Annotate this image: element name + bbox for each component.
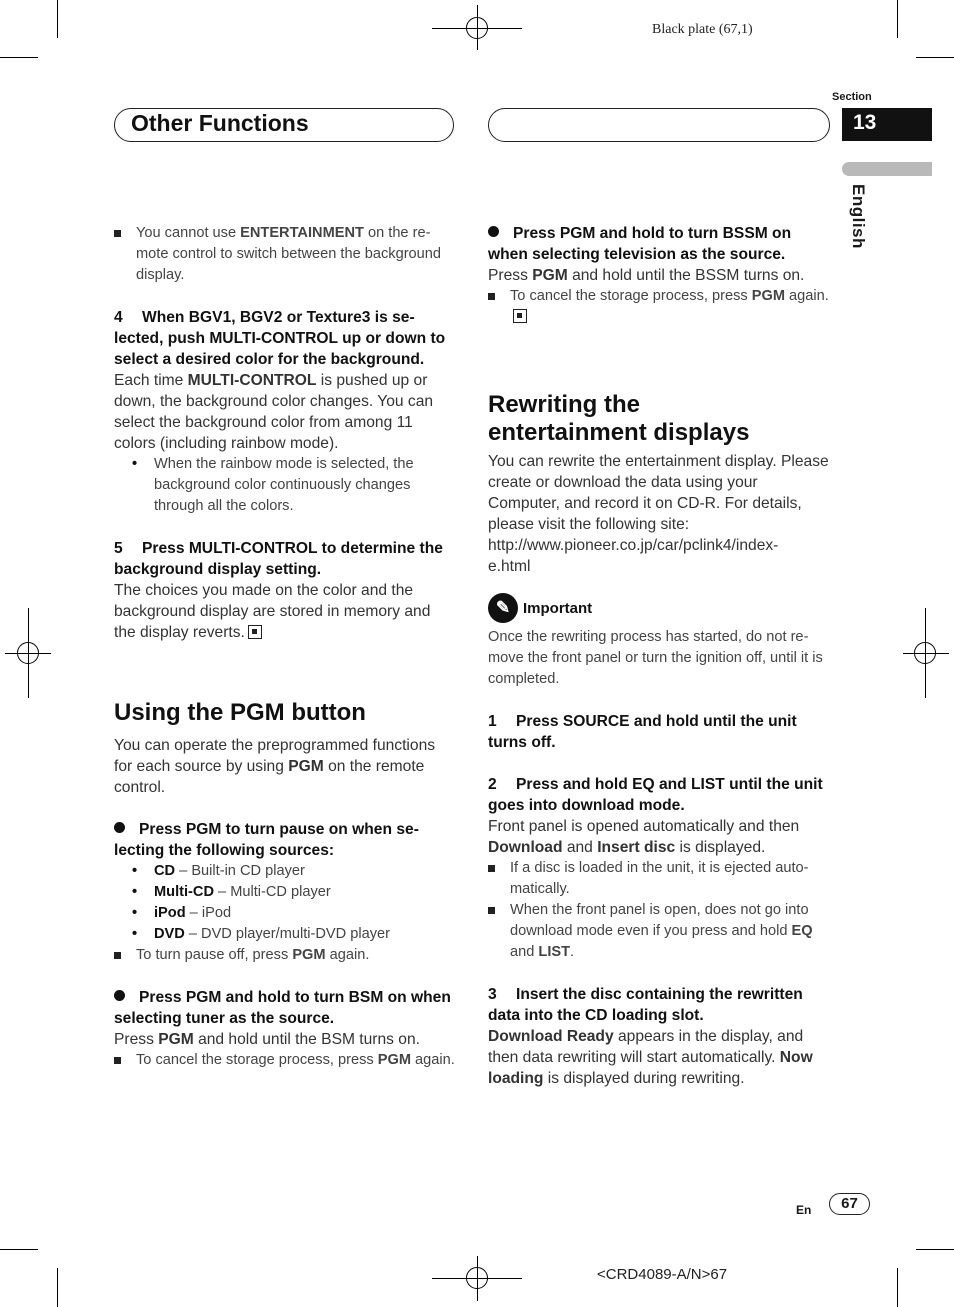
- paragraph: The choices you made on the color and the background display are stored in memory and the display reverts.: [114, 582, 431, 641]
- square-bullet-icon: [488, 907, 495, 914]
- paragraph: Front panel is opened automatically and then Download and Insert disc is displayed.: [488, 818, 800, 856]
- end-mark-icon: [248, 625, 262, 639]
- crop-mark: [916, 57, 954, 58]
- step-heading: Press PGM to turn pause on when selecting the following sources:: [114, 821, 419, 859]
- step-heading: 2 Press and hold EQ and LIST until the unit goes into download mode.: [488, 776, 823, 814]
- step-heading: Press PGM and hold to turn BSM on when selecting tuner as the source.: [114, 989, 451, 1027]
- right-column: [488, 223, 830, 1089]
- left-column: [114, 223, 456, 1071]
- square-bullet-icon: [114, 1057, 121, 1064]
- language-tab-bar: [842, 162, 932, 176]
- bullet-dot-icon: •: [132, 863, 138, 879]
- bullet-dot-icon: •: [132, 905, 138, 921]
- paragraph: You can rewrite the entertainment display. Please create or download the data using your Computer, and record it on CD-R. For details, please visit the following site:: [488, 453, 829, 533]
- url-link[interactable]: e.html: [488, 558, 531, 575]
- square-bullet-icon: [488, 293, 495, 300]
- paragraph: Download Ready appears in the display, and then data rewriting will start automatically. Now loading is displayed during rewriting.: [488, 1028, 813, 1087]
- step-heading: Press PGM and hold to turn BSSM on when selecting television as the source.: [488, 225, 792, 263]
- footer-code: <CRD4089-A/N>67: [597, 1266, 728, 1283]
- source-item: • iPod – iPod: [114, 903, 456, 924]
- paragraph: Press PGM and hold until the BSM turns on.: [114, 1031, 420, 1048]
- bullet-dot-icon: •: [132, 456, 138, 472]
- crop-mark: [0, 57, 38, 58]
- registration-line: [903, 653, 949, 654]
- section-number: 13: [853, 111, 877, 134]
- language-label: English: [849, 184, 868, 249]
- circle-bullet-icon: [114, 990, 125, 1001]
- note: If a disc is loaded in the unit, it is ejected automatically.: [488, 858, 830, 900]
- paragraph: You can operate the preprogrammed functions for each source by using PGM on the remote control.: [114, 737, 436, 796]
- paragraph: Each time MULTI-CONTROL is pushed up or down, the background color changes. You can select the background color from among 11 colors (including rainbow mode).: [114, 372, 434, 452]
- page-number: 67: [829, 1193, 870, 1215]
- url-link[interactable]: http://www.pioneer.co.jp/car/pclink4/index-: [488, 537, 779, 554]
- source-item: • Multi-CD – Multi-CD player: [114, 882, 456, 903]
- registration-line: [925, 608, 926, 698]
- source-item: • CD – Built-in CD player: [114, 861, 456, 882]
- square-bullet-icon: [114, 952, 121, 959]
- plate-label: Black plate (67,1): [652, 22, 753, 37]
- important-text: Once the rewriting process has started, do not remove the front panel or turn the ignition off, until it is completed.: [488, 629, 823, 687]
- page-title: Other Functions: [131, 110, 309, 136]
- note: To turn pause off, press PGM again.: [114, 945, 456, 966]
- crop-mark: [897, 0, 898, 38]
- note: You cannot use ENTERTAINMENT on the remote control to switch between the background display.: [114, 223, 456, 286]
- circle-bullet-icon: [114, 822, 125, 833]
- crop-mark: [57, 1268, 58, 1307]
- crop-mark: [0, 1249, 38, 1250]
- bullet-dot-icon: •: [132, 926, 138, 942]
- registration-line: [28, 608, 29, 698]
- note: When the front panel is open, does not go into download mode even if you press and hold EQ and LIST.: [488, 900, 830, 963]
- square-bullet-icon: [488, 865, 495, 872]
- important-icon: ✎: [488, 593, 518, 623]
- note: To cancel the storage process, press PGM again.: [114, 1050, 456, 1071]
- important-callout: ✎ Important: [488, 593, 830, 623]
- square-bullet-icon: [114, 230, 121, 237]
- paragraph: Press PGM and hold until the BSSM turns on.: [488, 267, 805, 284]
- step-heading: 5 Press MULTI-CONTROL to determine the background display setting.: [114, 540, 443, 578]
- crop-mark: [897, 1268, 898, 1307]
- source-item: • DVD – DVD player/multi-DVD player: [114, 924, 456, 945]
- bullet-dot-icon: •: [132, 884, 138, 900]
- step-heading: 1 Press SOURCE and hold until the unit turns off.: [488, 713, 797, 751]
- crop-mark: [916, 1249, 954, 1250]
- section-heading: Rewriting the: [488, 391, 641, 418]
- section-heading: Using the PGM button: [114, 699, 366, 726]
- registration-line: [477, 1256, 478, 1301]
- step-heading: 3 Insert the disc containing the rewritten data into the CD loading slot.: [488, 986, 803, 1024]
- note: To cancel the storage process, press PGM again.: [488, 286, 830, 328]
- page-language-code: En: [796, 1203, 812, 1217]
- section-label: Section: [832, 91, 872, 103]
- step-heading: 4 When BGV1, BGV2 or Texture3 is selected, push MULTI-CONTROL up or down to select a desired color for the background.: [114, 309, 446, 368]
- crop-mark: [57, 0, 58, 38]
- registration-line: [477, 5, 478, 50]
- header-pill-right: [488, 108, 830, 142]
- section-heading: entertainment displays: [488, 419, 750, 446]
- end-mark-icon: [513, 309, 527, 323]
- circle-bullet-icon: [488, 226, 499, 237]
- bullet-item: • When the rainbow mode is selected, the background color continuously changes through all the colors.: [132, 456, 414, 514]
